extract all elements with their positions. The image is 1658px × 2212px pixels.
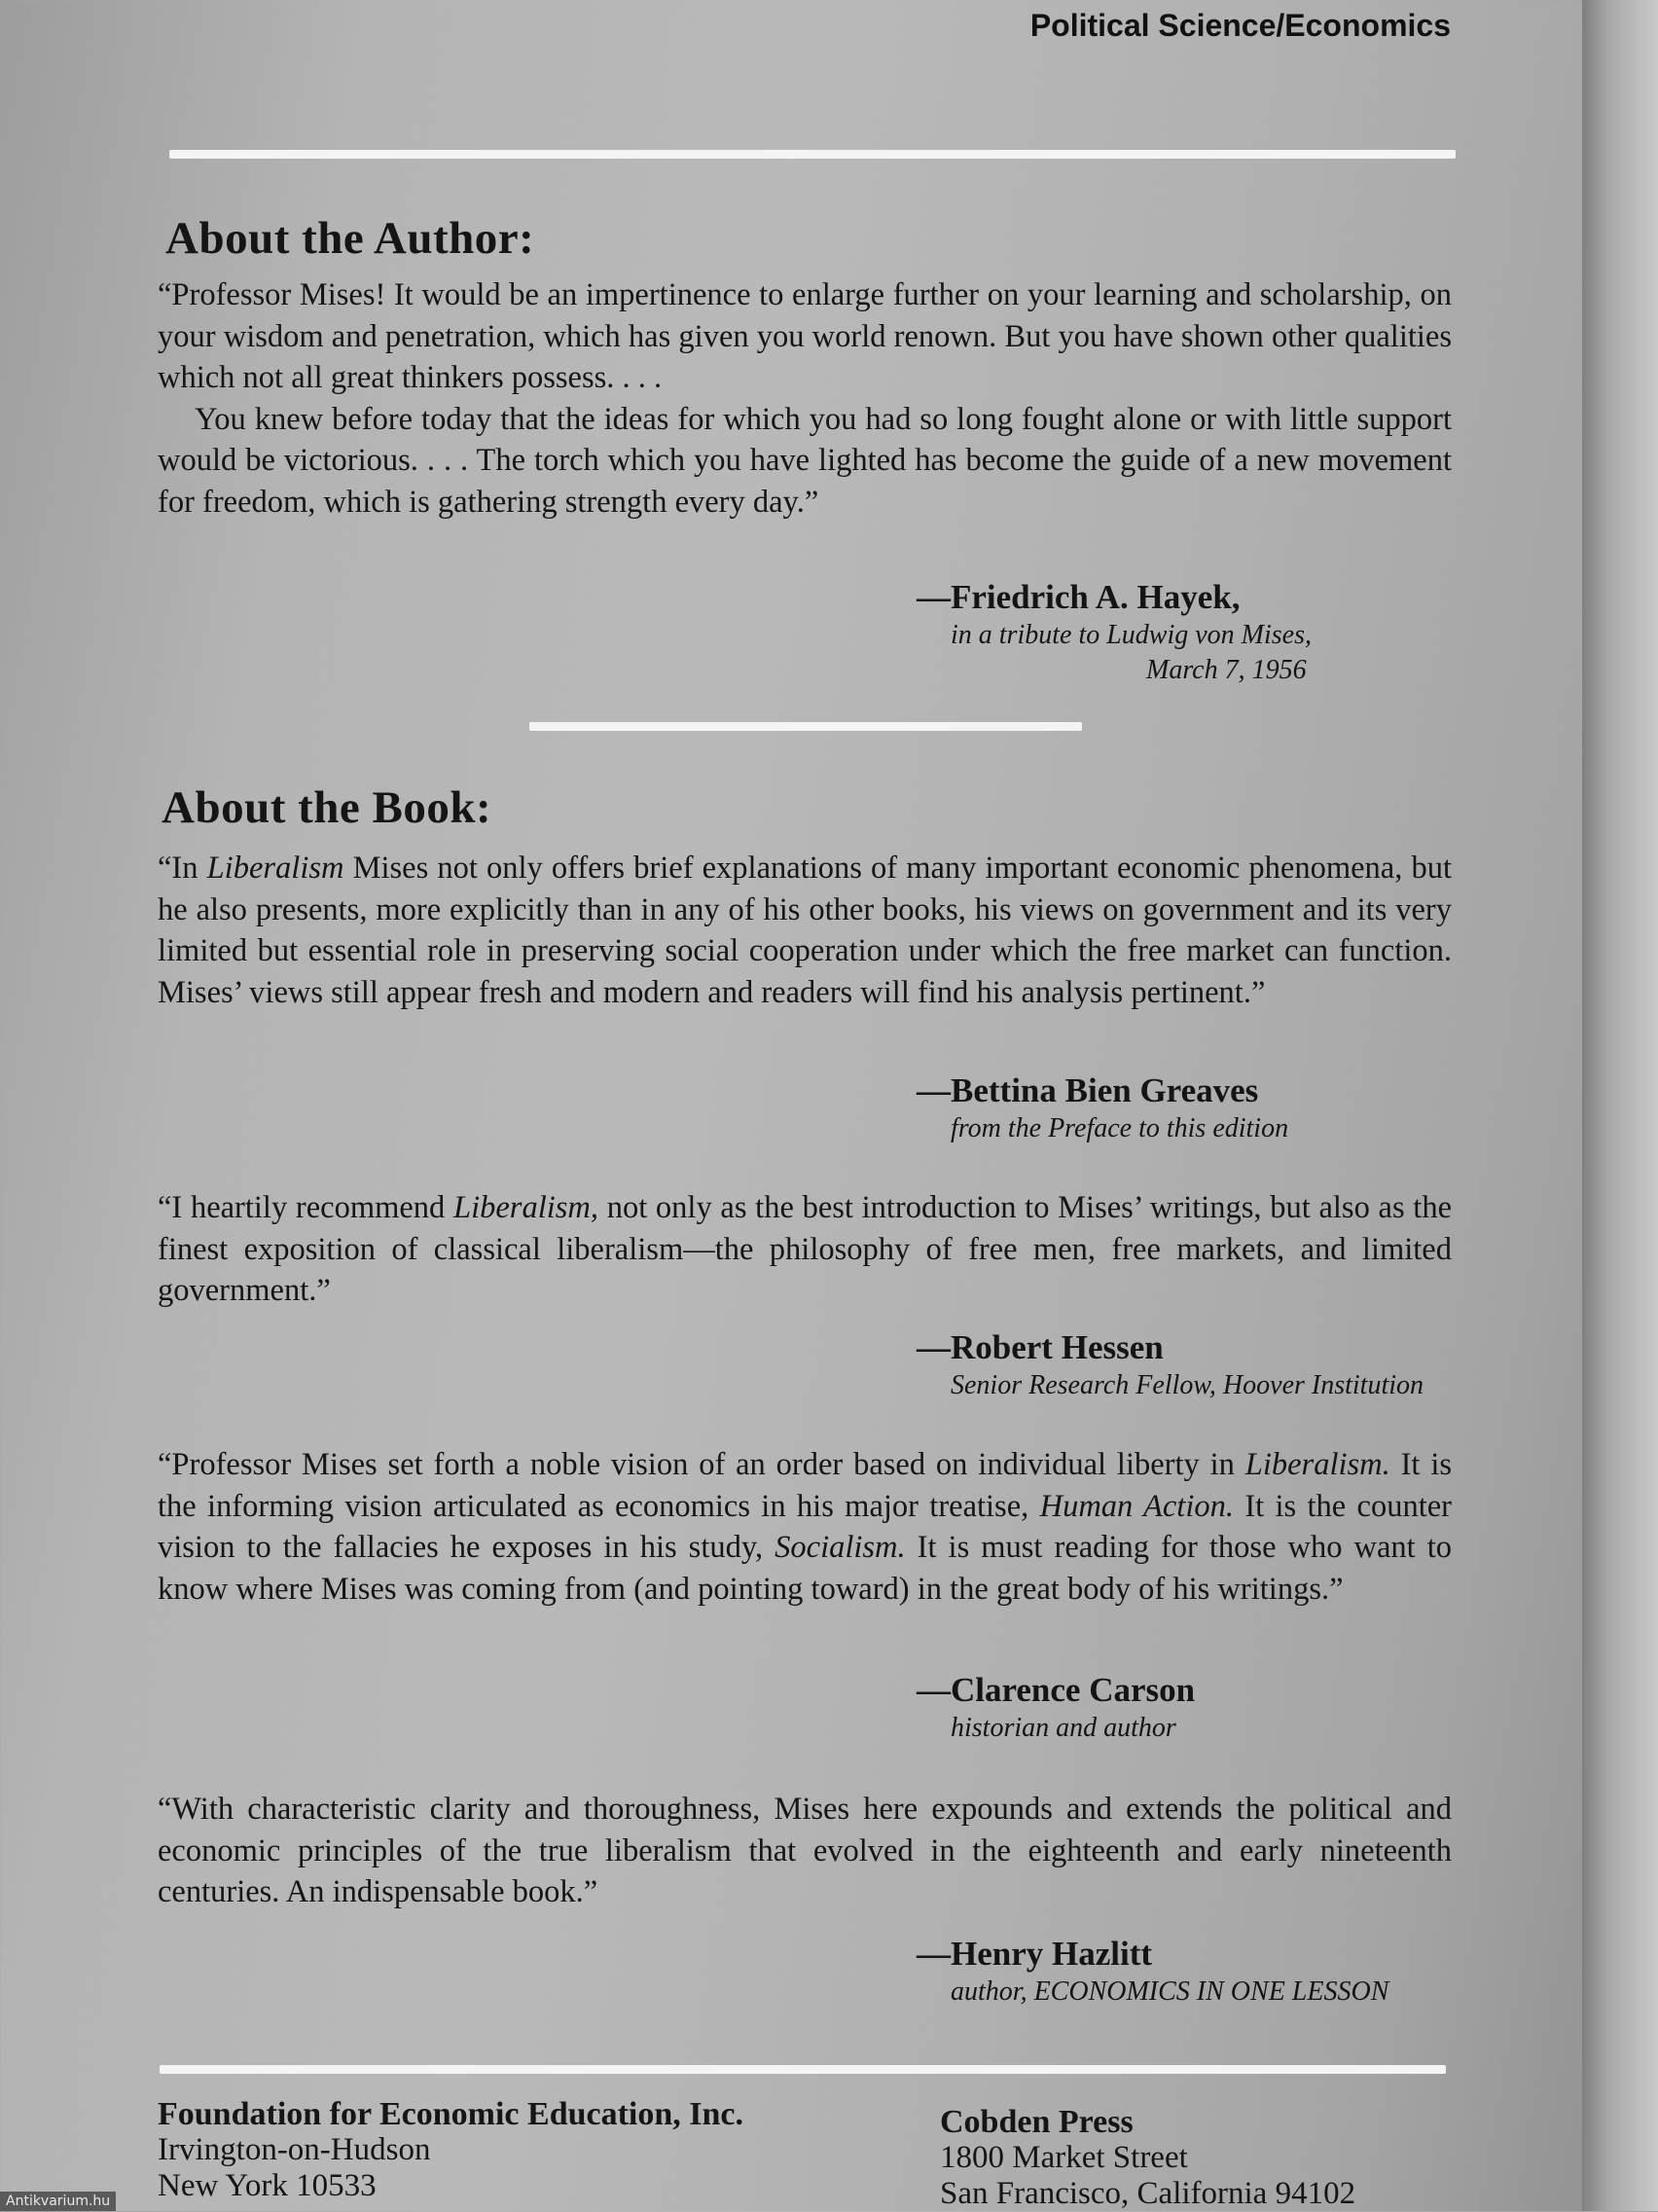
hayek-quote-paragraph-2: You knew before today that the ideas for which you had so long fought alone or with little support would be victorious. . . . The torch which you have lighted has become the guide of a new movement for freedom, which is gathering strength every day.” (158, 401, 1452, 520)
book-title-italic: Liberalism. (1244, 1447, 1390, 1482)
publisher-cobden (940, 2104, 1355, 2212)
book-title-italic: Liberalism (206, 851, 344, 886)
attribution-note: in a tribute to Ludwig von Mises, (951, 620, 1312, 650)
about-author-heading: About the Author: (165, 213, 535, 264)
attribution-name: —Henry Hazlitt (917, 1935, 1153, 1973)
publisher-name: Foundation for Economic Education, Inc. (158, 2096, 744, 2132)
publisher-name: Cobden Press (940, 2104, 1134, 2140)
category-label: Political Science/Economics (1029, 8, 1451, 43)
attribution-date: March 7, 1956 (1146, 655, 1307, 685)
about-book-heading: About the Book: (162, 782, 492, 833)
bottom-divider (160, 2065, 1446, 2074)
book-title-italic: Human Action. (1039, 1488, 1234, 1524)
top-divider (169, 150, 1456, 159)
book-spine-edge (1582, 0, 1658, 2211)
book-title-italic: Liberalism, (453, 1190, 598, 1225)
attribution-role: from the Preface to this edition (951, 1113, 1289, 1143)
attribution-name: —Bettina Bien Greaves (917, 1071, 1259, 1109)
quote-text: It is the informing vision articulated as economics in his major treatise, (158, 1447, 1452, 1524)
publisher-address-line: New York 10533 (158, 2168, 377, 2203)
greaves-quote (158, 848, 1452, 1013)
hazlitt-attribution (917, 1934, 1461, 2010)
publisher-address-line: 1800 Market Street (940, 2140, 1188, 2175)
quote-text: “Professor Mises set forth a noble vision of an order based on individual liberty in (158, 1447, 1245, 1482)
quote-text: It is the counter vision to the fallacies he exposes in his study, (158, 1488, 1452, 1565)
hazlitt-quote (158, 1789, 1452, 1913)
publisher-address-line: San Francisco, California 94102 (940, 2176, 1356, 2211)
greaves-attribution (917, 1070, 1461, 1146)
publisher-address-line: Irvington-on-Hudson (158, 2132, 431, 2167)
quote-text: “In (158, 851, 207, 886)
carson-attribution (917, 1670, 1461, 1746)
quote-text: It is must reading for those who want to know where Mises was coming from (and pointing toward) in the great body of his writings.” (158, 1530, 1452, 1607)
attribution-role: Senior Research Fellow, Hoover Institution (951, 1370, 1424, 1400)
middle-divider (529, 722, 1082, 731)
hayek-quote-paragraph-1: “Professor Mises! It would be an impertinence to enlarge further on your learning and scholarship, on your wisdom and penetration, which has given you world renown. But you have shown other qualities which not all great thinkers possess. . . . (158, 277, 1452, 395)
hessen-quote (158, 1187, 1452, 1312)
quote-text: “With characteristic clarity and thoroughness, Mises here expounds and extends the political and economic principles of the true liberalism that evolved in the eighteenth and early nineteenth centuries. An indispensable book.” (158, 1792, 1452, 1909)
attribution-name: —Clarence Carson (917, 1671, 1196, 1709)
attribution-role: author, ECONOMICS IN ONE LESSON (951, 1976, 1389, 2007)
hayek-quote (158, 274, 1452, 523)
attribution-name: —Friedrich A. Hayek, (917, 578, 1241, 616)
attribution-name: —Robert Hessen (917, 1328, 1164, 1366)
quote-text: “I heartily recommend (158, 1190, 454, 1225)
publisher-fee (158, 2096, 743, 2204)
quote-text: not only as the best introduction to Mises’ writings, but also as the finest exposition of classical liberalism—the philosophy of free men, free markets, and limited government.” (158, 1190, 1452, 1308)
attribution-role: historian and author (951, 1713, 1176, 1743)
hessen-attribution (917, 1327, 1461, 1403)
carson-quote (158, 1444, 1452, 1610)
watermark: Antikvarium.hu (0, 2192, 116, 2211)
book-title-italic: Socialism. (775, 1530, 906, 1565)
quote-text: Mises not only offers brief explanations of many important economic phenomena, but he also presents, more explicitly than in any of his other books, his views on government and its very limited but essential role in preserving social cooperation under which the free market can function. Mises’ views still appear fresh and modern and readers will find his analysis pertinent.” (158, 851, 1452, 1010)
hayek-attribution (917, 577, 1461, 688)
